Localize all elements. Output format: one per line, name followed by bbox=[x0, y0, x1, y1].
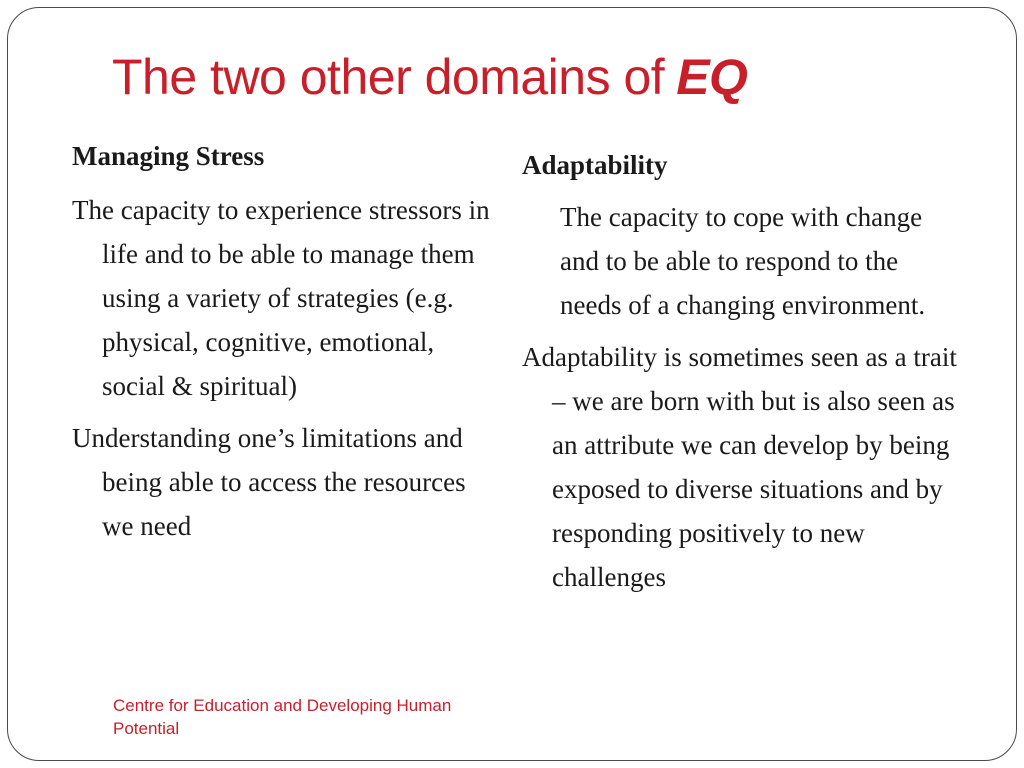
slide-title-text: The two other domains of bbox=[112, 49, 665, 105]
managing-stress-heading: Managing Stress bbox=[72, 141, 265, 171]
adaptability-heading: Adaptability bbox=[522, 150, 668, 180]
managing-stress-paragraph-2: Understanding one’s limitations and being able to access the resources we need bbox=[72, 423, 466, 541]
left-column bbox=[72, 134, 492, 556]
right-column bbox=[522, 143, 962, 607]
adaptability-paragraph-1-text: The capacity to cope with change and to be able to respond to the needs of a changing environment. bbox=[560, 202, 926, 320]
slide-title bbox=[112, 48, 747, 106]
managing-stress-paragraph-1: The capacity to experience stressors in life and to be able to manage them using a variety of strategies (e.g. physical, cognitive, emotional, social & spiritual) bbox=[72, 195, 490, 401]
slide-title-emphasis: EQ bbox=[676, 49, 748, 105]
footer-organization: Centre for Education and Developing Human Potential bbox=[113, 696, 452, 738]
adaptability-paragraph-1 bbox=[522, 195, 962, 327]
adaptability-paragraph-2: Adaptability is sometimes seen as a trait – we are born with but is also seen as an attribute we can develop by being exposed to diverse situations and by responding positively to new challenges bbox=[522, 342, 957, 592]
